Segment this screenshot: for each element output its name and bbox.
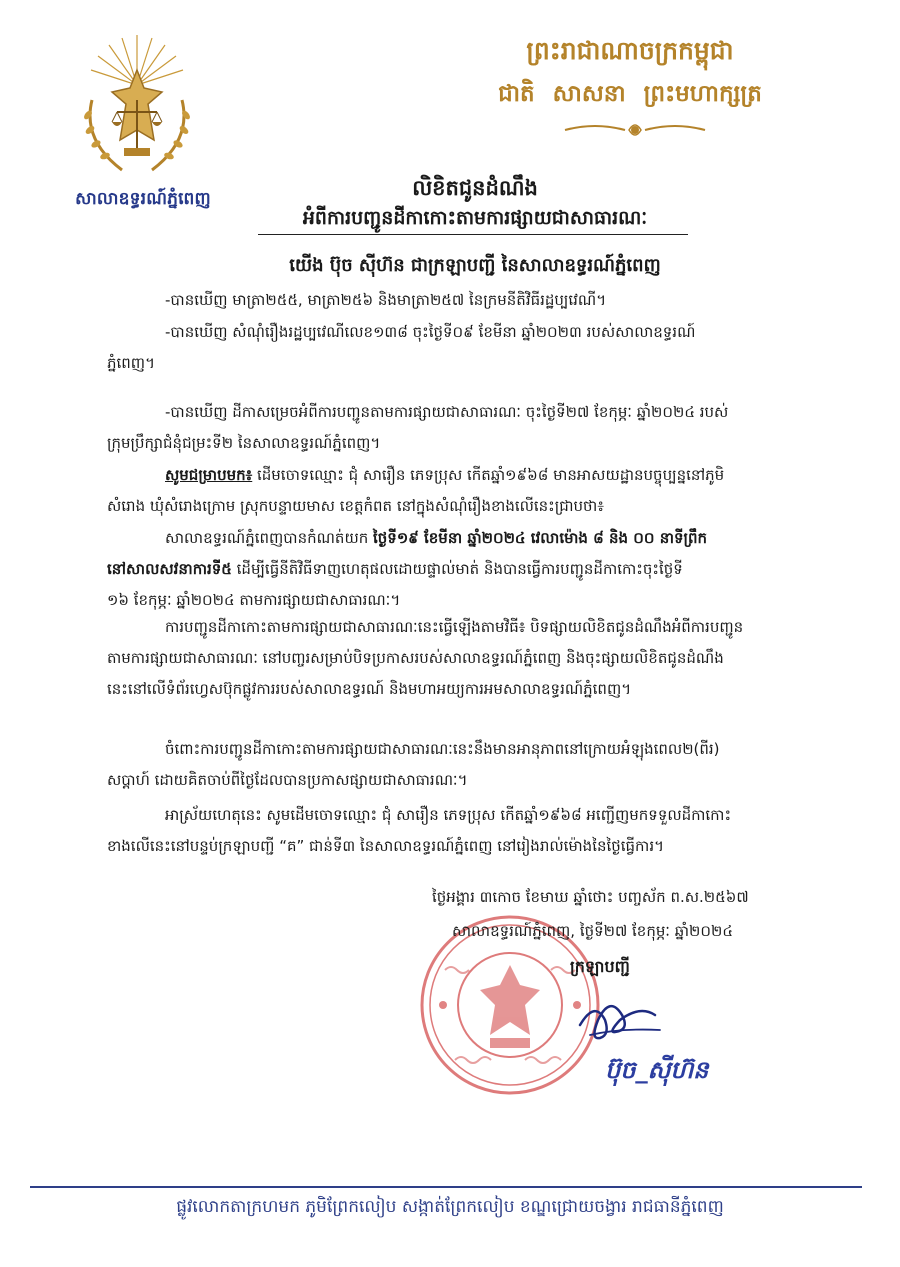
- paragraph-text-continued: ១៦ ខែកុម្ភៈ ឆ្នាំ២០២៤ តាមការផ្សាយជាសាធារណៈ។: [107, 591, 401, 609]
- paragraph-text-continued: នេះនៅលើទំព័រហ្វេសប៊ុកផ្លូវការរបស់សាលាឧទ្ធរណ៍ និងមហាអយ្យការអមសាលាឧទ្ធរណ៍ភ្នំពេញ។: [107, 680, 632, 698]
- court-emblem-icon: [72, 30, 202, 180]
- paragraph-text-continued: ខាងលើនេះនៅបន្ទប់ក្រឡាបញ្ជី “គ” ជាន់ទី៣ នៃសាលាឧទ្ធរណ៍ភ្នំពេញ នៅរៀងរាល់ម៉ោងនៃថ្ងៃធ្វើការ។: [107, 837, 664, 855]
- paragraph-text-continued: តាមការផ្សាយជាសាធារណៈ នៅបញ្ចរសម្រាប់បិទប្រកាសរបស់សាលាឧទ្ធរណ៍ភ្នំពេញ និងចុះផ្សាយលិខិតជូនដំណឹង: [107, 649, 724, 667]
- footer-address: ផ្លូវលោកតាក្រហមក ភូមិព្រែកលៀប សង្កាត់ព្រែកលៀប ខណ្ឌជ្រោយចង្វារ រាជធានីភ្នំពេញ: [176, 1197, 724, 1217]
- paragraph-text: -បានឃើញ ដីកាសម្រេចអំពីការបញ្ជូនតាមការផ្សាយជាសាធារណៈ ចុះថ្ងៃទី២៧ ខែកុម្ភៈ ឆ្នាំ២០២៤ របស់: [165, 403, 729, 421]
- paragraph-publication-method: [107, 612, 845, 705]
- paragraph-text: -បានឃើញ មាត្រា២៥៥, មាត្រា២៥៦ និងមាត្រា២៥៧ នៃក្រមនីតិវិធីរដ្ឋប្បវេណី។: [165, 291, 607, 309]
- paragraph-text: អាស្រ័យហេតុនេះ សូមដើមចោទឈ្មោះ ជុំ សារឿន ភេទប្រុស កើតឆ្នាំ១៩៦៨ អញ្ជើញមកទទួលដីកាកោះ: [165, 806, 732, 824]
- paragraph-text-continued: ក្រុមប្រឹក្សាជំនុំជម្រះទី២ នៃសាលាឧទ្ធរណ៍ភ្នំពេញ។: [107, 434, 381, 452]
- paragraph-text: -បានឃើញ សំណុំរឿងរដ្ឋប្បវេណីលេខ១៣៨ ចុះថ្ងៃទី០៩ ខែមីនា ឆ្នាំ២០២៣ របស់សាលាឧទ្ធរណ៍: [165, 323, 696, 341]
- paragraph-text: ចំពោះការបញ្ជូនដីកាកោះតាមការផ្សាយជាសាធារណៈនេះនឹងមានអានុភាពនៅក្រោយអំឡុងពេល២(ពីរ): [165, 740, 720, 758]
- paragraph-effective-period: [107, 734, 845, 796]
- subject-underline: [258, 234, 688, 235]
- paragraph-text-continued: សំរោង ឃុំសំរោងក្រោម ស្រុកបន្ទាយមាស ខេត្តកំពត នៅក្នុងសំណុំរឿងខាងលើនេះជ្រាបថា៖: [107, 497, 604, 515]
- issuer-line: យើង ប៊ុច ស៊ីហ៊ន ជាក្រឡាបញ្ជី នៃសាលាឧទ្ធរណ៍ភ្នំពេញ: [289, 255, 661, 276]
- signer-title: ក្រឡាបញ្ជី: [570, 957, 630, 976]
- national-motto: ជាតិ សាសនា ព្រះមហាក្សត្រ: [498, 81, 762, 107]
- hearing-datetime: ថ្ងៃទី១៩ ខែមីនា ឆ្នាំ២០២៤ វេលាម៉ោង ៨ និង ០០ នាទីព្រឹក: [373, 529, 708, 547]
- kingdom-header: ព្រះរាជាណាចក្រកម្ពុជា: [526, 36, 734, 65]
- paragraph-text-continued: ដើម្បីធ្វើនីតិវិធីទាញហេតុផលដោយផ្ទាល់មាត់ និងបានធ្វើការបញ្ជូនដីកាកោះចុះថ្ងៃទី: [231, 560, 683, 578]
- hearing-room: នៅសាលសវនាការទី៥: [107, 560, 232, 578]
- paragraph-text-continued: ភ្នំពេញ។: [107, 354, 155, 372]
- handwritten-signature-icon: [560, 990, 680, 1050]
- notice-label: សូមជម្រាបមក៖: [165, 466, 253, 484]
- signer-name: ប៊ុច_ស៊ីហ៊ន: [605, 1056, 709, 1084]
- court-name: សាលាឧទ្ធរណ៍ភ្នំពេញ: [75, 189, 211, 209]
- paragraph-text: ដើមចោទឈ្មោះ ជុំ សារឿន ភេទប្រុស កើតឆ្នាំ១៩៦៨ មានអាសយដ្ឋានបច្ចុប្បន្ននៅភូមិ: [252, 466, 725, 484]
- document-type-title: លិខិតជូនដំណឹង: [412, 176, 538, 200]
- paragraph-text: ការបញ្ជូនដីកាកោះតាមការផ្សាយជាសាធារណៈនេះធ្វើឡើងតាមវិធី៖ បិទផ្សាយលិខិតជូនដំណឹងអំពីការបញ្ជូន: [165, 618, 744, 636]
- paragraph-text-continued: សប្តាហ៍ ដោយគិតចាប់ពីថ្ងៃដែលបានប្រកាសផ្សាយជាសាធារណៈ។: [107, 771, 468, 789]
- footer-divider: [30, 1186, 862, 1188]
- document-subject: អំពីការបញ្ជូនដីកាកោះតាមការផ្សាយជាសាធារណៈ: [302, 207, 648, 229]
- paragraph-hearing-schedule: [107, 523, 845, 616]
- ornament-divider-icon: [555, 120, 715, 140]
- paragraph-invitation: [107, 800, 845, 862]
- paragraph-notice-to-plaintiff: [107, 460, 845, 522]
- paragraph-civil-case: [107, 317, 845, 379]
- paragraph-decision: [107, 397, 845, 459]
- place-and-date: សាលាឧទ្ធរណ៍ភ្នំពេញ, ថ្ងៃទី២៧ ខែកុម្ភៈ ឆ្នាំ២០២៤: [452, 922, 733, 940]
- paragraph-legal-basis-articles: [165, 285, 845, 316]
- lunar-date: ថ្ងៃអង្គារ ៣កោច ខែមាឃ ឆ្នាំថោះ បញ្ចស័ក ព.ស.២៥៦៧: [432, 888, 749, 906]
- paragraph-text: សាលាឧទ្ធរណ៍ភ្នំពេញបានកំណត់យក: [165, 529, 374, 547]
